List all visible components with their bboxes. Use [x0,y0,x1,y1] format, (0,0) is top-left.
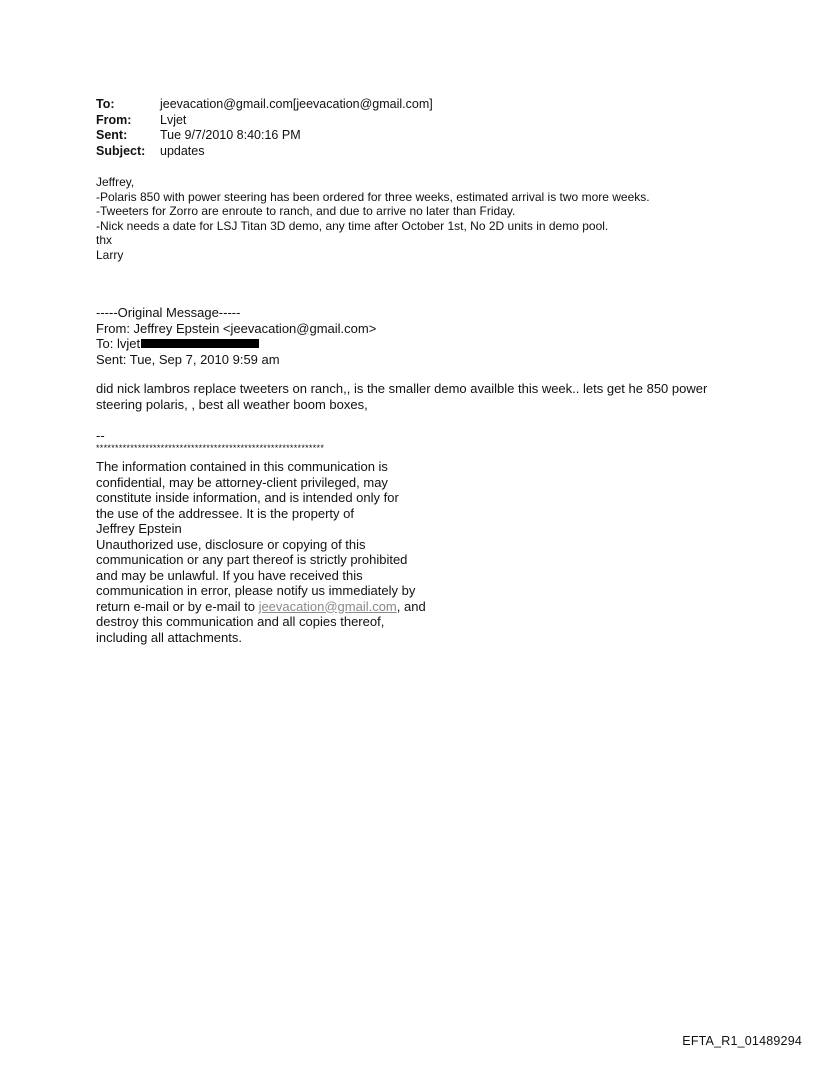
signature-separator [96,428,324,454]
sent-label: Sent: [96,128,128,142]
body-line: Larry [96,247,124,262]
original-divider: -----Original Message----- [96,305,241,320]
disclaimer-line: The information contained in this communication is [96,459,388,474]
header-sent-row [96,128,433,144]
disclaimer-line: communication or any part thereof is strictly prohibited [96,552,408,567]
disclaimer-line: destroy this communication and all copies thereof, [96,614,385,629]
signature-stars: ************************************************************ [96,442,325,453]
disclaimer-line: including all attachments. [96,629,242,645]
to-label: To: [96,97,115,111]
body-line: thx [96,233,113,248]
email-link[interactable]: jeevacation@gmail.com [258,598,397,614]
original-from: From: Jeffrey Epstein <jeevacation@gmail.com> [96,320,377,336]
disclaimer-link-prefix: return e-mail or by e-mail to [96,598,259,614]
from-label: From: [96,112,132,127]
email-header [96,97,433,159]
sent-value: Tue 9/7/2010 8:40:16 PM [160,128,301,142]
disclaimer-link-line [96,599,426,615]
disclaimer-line: Jeffrey Epstein [96,521,182,536]
original-message-text: did nick lambros replace tweeters on ranch,, is the smaller demo availble this week.. lets get he 850 power steering polaris, , best all weather boom boxes, [96,381,708,412]
redaction-bar [141,339,259,348]
disclaimer-line: confidential, may be attorney-client privileged, may [96,474,388,490]
body-line: -Nick needs a date for LSJ Titan 3D demo, any time after October 1st, No 2D units in demo pool. [96,218,609,233]
signature-dashes: -- [96,428,105,443]
body-line: -Polaris 850 with power steering has been ordered for three weeks, estimated arrival is two more weeks. [96,189,650,204]
confidentiality-disclaimer [96,459,426,645]
body-line: Jeffrey, [96,175,135,189]
disclaimer-line: the use of the addressee. It is the property of [96,505,354,521]
original-message-header [96,305,376,367]
email-body [96,175,650,263]
header-from-row [96,113,433,129]
disclaimer-line: Unauthorized use, disclosure or copying of this [96,536,366,552]
subject-label: Subject: [96,143,146,158]
from-value: Lvjet [160,112,187,127]
to-value: jeevacation@gmail.com[jeevacation@gmail.com] [160,97,433,111]
original-to: To: lvjet [96,336,141,351]
header-to-row [96,97,433,113]
original-to-row [96,336,376,352]
disclaimer-line: communication in error, please notify us immediately by [96,583,416,598]
disclaimer-link-suffix: , and [396,598,426,614]
body-line: -Tweeters for Zorro are enroute to ranch, and due to arrive no later than Friday. [96,204,516,219]
subject-value: updates [160,143,205,158]
header-subject-row [96,144,433,160]
original-sent: Sent: Tue, Sep 7, 2010 9:59 am [96,351,280,367]
document-id: EFTA_R1_01489294 [682,1034,802,1048]
disclaimer-line: and may be unlawful. If you have received this [96,567,363,583]
disclaimer-line: constitute inside information, and is intended only for [96,490,399,505]
